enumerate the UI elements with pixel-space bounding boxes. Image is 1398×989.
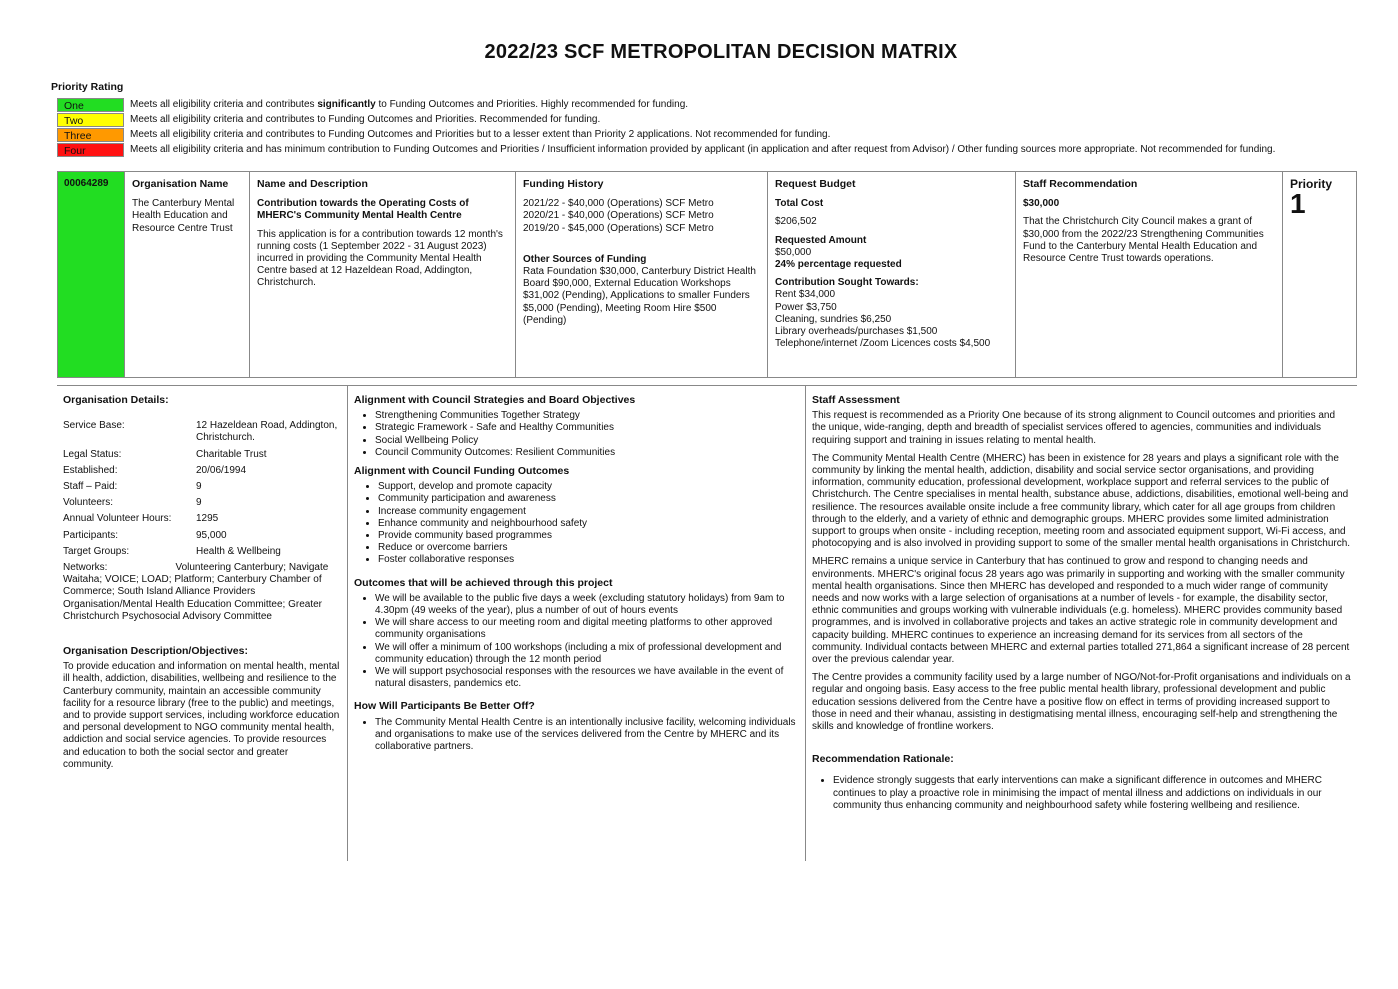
priority-row — [57, 112, 1275, 127]
priority-description: Meets all eligibility criteria and contributes to Funding Outcomes and Priorities. Recommended for funding. — [130, 114, 601, 125]
detail-label: Staff – Paid: — [63, 481, 118, 493]
name-description-cell — [250, 172, 516, 377]
column-header: Name and Description — [257, 178, 368, 190]
detail-label: Participants: — [63, 529, 119, 541]
section-heading: Alignment with Council Funding Outcomes — [354, 465, 570, 478]
strategies-list — [354, 410, 799, 459]
priority-description — [124, 99, 688, 110]
outcomes-list — [354, 481, 799, 566]
list-item: • Provide community based programmes — [378, 530, 799, 542]
staff-recommendation-cell — [1016, 172, 1283, 377]
project-title: Contribution towards the Operating Costs of MHERC's Community Mental Health Centre — [257, 198, 469, 222]
list-item: • Support, develop and promote capacity — [378, 481, 799, 493]
detail-value: Charitable Trust — [196, 448, 267, 460]
detail-value: 9 — [196, 481, 202, 493]
page-title: 2022/23 SCF METROPOLITAN DECISION MATRIX — [484, 41, 958, 63]
contribution-item: Rent $34,000 — [775, 289, 836, 301]
funding-history-cell — [516, 172, 768, 377]
organisation-description: To provide education and information on mental health, mental ill health, addiction, disabilities, wellbeing and resilience to the Canterbury community, maintain an accessible community facility for a resource library (free to the public) and meetings, and to provide support services, including workforce education and personal development to NGO community mental health, addiction and social service agencies. To provide resources and education to both the social sector and greater community. — [63, 661, 340, 770]
detail-label: Established: — [63, 464, 118, 476]
total-cost-label: Total Cost — [775, 198, 824, 210]
detail-value: Health & Wellbeing — [196, 545, 281, 557]
assessment-paragraph: This request is recommended as a Priority One because of its strong alignment to Council outcomes and priorities and the unique, wide-ranging, depth and breadth of specialist services offered to agencies, communities and individuals requiring support and training in issues relating to mental health. — [812, 410, 1336, 446]
other-funding-heading: Other Sources of Funding — [523, 253, 647, 265]
detail-row — [63, 420, 341, 444]
detail-row — [63, 546, 341, 558]
priority-row — [57, 97, 1275, 112]
priority-swatch: Four — [57, 143, 124, 157]
detail-row — [63, 481, 341, 493]
priority-rating-legend — [57, 97, 1275, 157]
column-header: Organisation Name — [132, 178, 229, 190]
project-description: This application is for a contribution towards 12 month's running costs (1 September 2022 - 31 August 2023) incurred in providing the Community Mental Health Centre based at 12 Hazeldean Road, Addington, Christchurch. — [257, 228, 503, 289]
section-heading: Organisation Details: — [63, 394, 169, 406]
list-item: • We will offer a minimum of 100 workshops (including a mix of professional development and community education) through the 12 month period — [375, 642, 799, 666]
priority-text-bold: significantly — [317, 99, 376, 110]
funding-history-item: 2021/22 - $40,000 (Operations) SCF Metro — [523, 198, 714, 210]
priority-rating-heading: Priority Rating — [51, 81, 124, 93]
other-funding-text: Rata Foundation $30,000, Canterbury District Health Board $90,000, External Education Workshops $31,002 (Pending), Applications to smaller Funders $5,000 (Pending), Meeting Room Hire $500 (Pending) — [523, 266, 756, 326]
percentage-requested: 24% percentage requested — [775, 259, 902, 271]
list-item: • We will be available to the public five days a week (excluding statutory holidays) from 9am to 4.30pm (49 weeks of the year), plus a number of out of hours events — [375, 593, 799, 617]
list-item: • Strengthening Communities Together Strategy — [375, 410, 799, 422]
section-heading: Staff Assessment — [812, 394, 900, 406]
detail-label: Service Base: — [63, 420, 125, 432]
requested-amount-label: Requested Amount — [775, 234, 867, 246]
priority-swatch: Two — [57, 113, 124, 127]
column-header: Staff Recommendation — [1023, 178, 1138, 190]
list-item: • Social Wellbeing Policy — [375, 435, 799, 447]
organisation-name: The Canterbury Mental Health Education and Resource Centre Trust — [132, 198, 235, 234]
detail-row — [63, 449, 341, 461]
networks-label: Networks: — [63, 562, 108, 574]
contribution-item: Library overheads/purchases $1,500 — [775, 326, 938, 338]
achieved-list — [354, 593, 799, 691]
better-off-list — [354, 717, 799, 754]
priority-swatch: Three — [57, 128, 124, 142]
priority-text: to Funding Outcomes and Priorities. Highly recommended for funding. — [375, 99, 689, 110]
recommended-amount: $30,000 — [1023, 198, 1060, 210]
detail-value: 12 Hazeldean Road, Addington, Christchurch. — [196, 420, 338, 444]
detail-row — [63, 530, 341, 542]
organisation-name-cell — [125, 172, 250, 377]
list-item: • Evidence strongly suggests that early interventions can make a significant difference in outcomes and MHERC continues to play a proactive role in minimising the impact of mental illness and addictions on individuals in our community thus enhancing community and neighbourhood safety while fostering wellbeing and resilience. — [833, 775, 1351, 812]
list-item: • Enhance community and neighbourhood safety — [378, 518, 799, 530]
section-heading: Organisation Description/Objectives: — [63, 645, 248, 658]
contribution-item: Cleaning, sundries $6,250 — [775, 313, 892, 325]
detail-value: 20/06/1994 — [196, 464, 247, 476]
staff-assessment-column — [806, 386, 1357, 861]
alignment-column — [348, 386, 806, 861]
priority-value: 1 — [1290, 188, 1306, 220]
list-item: • The Community Mental Health Centre is an intentionally inclusive facility, welcoming individuals and organisations to make use of the services delivered from the Centre by MHERC and its collaborative partners. — [375, 717, 799, 754]
rationale-list — [812, 775, 1351, 812]
list-item: • Increase community engagement — [378, 506, 799, 518]
assessment-paragraph: The Community Mental Health Centre (MHERC) has been in existence for 28 years and plays a significant role with the community by linking the mental health, addiction, disability and social service sector organisations, and providing information, community education, professional development, workplace support and referral services to the public of Christchurch. The Centre specialises in mental health, substance abuse, addictions, disabilities, emotional well-being and resilience. The resources available onsite include a free community library, which cater for all age groups from children through to the elderly, and a variety of ethnic and demographic groups. MHERC provides some limited administration support to groups when onsite - including reception, meeting room and associated equipment support, Wi-Fi access, and photocopying and is also involved in providing support to some of the smaller mental health organisations in Christchurch. — [812, 452, 1351, 550]
list-item: • Foster collaborative responses — [378, 554, 799, 566]
networks — [63, 562, 341, 623]
detail-value: 9 — [196, 497, 202, 509]
recommendation-text: That the Christchurch City Council makes a grant of $30,000 from the 2022/23 Strengthening Communities Fund to the Canterbury Mental Health Education and Resource Centre Trust towards operations. — [1023, 216, 1264, 265]
priority-row — [57, 127, 1275, 142]
priority-cell — [1283, 172, 1356, 377]
request-budget-cell — [768, 172, 1016, 377]
contribution-item: Telephone/internet /Zoom Licences costs $4,500 — [775, 338, 991, 350]
list-item: • Community participation and awareness — [378, 493, 799, 505]
detail-label: Legal Status: — [63, 448, 122, 460]
funding-history-item: 2019/20 - $45,000 (Operations) SCF Metro — [523, 222, 714, 234]
application-id: 00064289 — [58, 172, 125, 377]
column-header: Funding History — [523, 178, 604, 190]
priority-row — [57, 142, 1275, 157]
detail-value: 1295 — [196, 513, 219, 525]
list-item: • Strategic Framework - Safe and Healthy Communities — [375, 422, 799, 434]
assessment-paragraph: MHERC remains a unique service in Canterbury that has continued to grow and respond to changing needs and environments. MHERC's original focus 28 years ago was primarily in supporting and working with the smaller community mental health organisations. Since then MHERC has developed and responded to a much wider range of community needs and now works with a large selection of organisations at a number of levels - for example, the disability sector, ethnic communities and groups working with vulnerable individuals (e.g. homeless). MHERC provides community based programmes, and is involved in collaborative projects and takes an active strategic role in community development and capacity building. MHERC continues to experience an increasing demand for its services from all sectors of the community. Individual contacts between MHERC and external parties totalled 271,864 a significant increase of 28 percent over the previous calendar year. — [812, 556, 1350, 666]
details-section — [57, 385, 1357, 861]
list-item: • We will support psychosocial responses with the resources we have available in the event of natural disasters, pandemics etc. — [375, 666, 799, 690]
priority-description: Meets all eligibility criteria and has minimum contribution to Funding Outcomes and Priorities / Insufficient information provided by applicant (in application and after request from Advisor) / Other funding sources more appropriate. Not recommended for funding. — [130, 144, 1276, 155]
organisation-details-column — [57, 386, 348, 861]
application-summary-table — [57, 171, 1357, 378]
detail-label: Annual Volunteer Hours: — [63, 513, 172, 525]
detail-label: Target Groups: — [63, 545, 130, 557]
total-cost-value: $206,502 — [775, 216, 817, 228]
priority-description: Meets all eligibility criteria and contributes to Funding Outcomes and Priorities but to a lesser extent than Priority 2 applications. Not recommended for funding. — [130, 129, 831, 140]
networks-text: Volunteering Canterbury; Navigate Waitaha; VOICE; LOAD; Platform; Canterbury Chamber of Commerce; South Island Alliance Providers Organisation/Mental Health Education Committee; Greater Christchurch Psychosocial Advisory Committee — [63, 562, 329, 622]
detail-row — [63, 513, 341, 525]
priority-swatch: One — [57, 98, 124, 112]
section-heading: Alignment with Council Strategies and Board Objectives — [354, 394, 636, 406]
requested-amount-value: $50,000 — [775, 246, 812, 258]
detail-value: 95,000 — [196, 529, 227, 541]
contribution-sought-label: Contribution Sought Towards: — [775, 277, 919, 289]
priority-text: Meets all eligibility criteria and contributes — [130, 99, 318, 110]
section-heading: Recommendation Rationale: — [812, 753, 954, 766]
list-item: • Council Community Outcomes: Resilient Communities — [375, 447, 799, 459]
contribution-item: Power $3,750 — [775, 301, 837, 313]
detail-row — [63, 465, 341, 477]
section-heading: Outcomes that will be achieved through this project — [354, 576, 613, 589]
funding-history-item: 2020/21 - $40,000 (Operations) SCF Metro — [523, 210, 714, 222]
column-header: Priority — [1290, 177, 1333, 191]
list-item: • Reduce or overcome barriers — [378, 542, 799, 554]
assessment-paragraph: The Centre provides a community facility used by a large number of NGO/Not-for-Profit organisations and individuals on a regular and ongoing basis. Easy access to the free public mental health library, professional development and public education sessions delivered from the Centre have a positive flow on effect in terms of providing increased support to those in need and their whanau, assisting in destigmatising mental illness, encouraging self-help and strengthening the skills and knowledge of frontline workers. — [812, 672, 1351, 733]
detail-label: Volunteers: — [63, 497, 114, 509]
column-header: Request Budget — [775, 178, 856, 190]
list-item: • We will share access to our meeting room and digital meeting platforms to other approved community organisations — [375, 617, 799, 641]
detail-row — [63, 497, 341, 509]
section-heading: How Will Participants Be Better Off? — [354, 700, 535, 713]
